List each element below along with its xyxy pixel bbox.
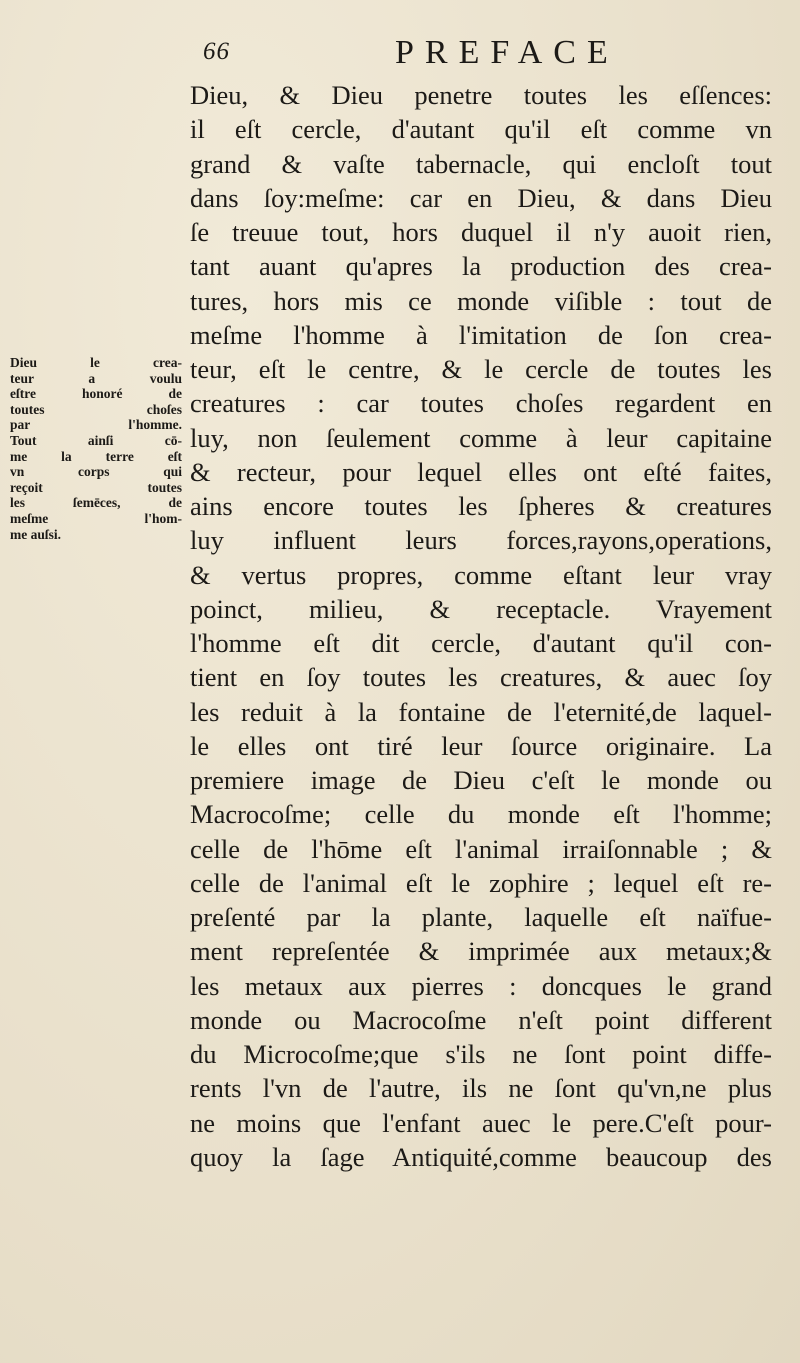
- margin-note-line: Tout ainſi cō-: [10, 432, 182, 448]
- margin-note-line: les ſemēces, de: [10, 495, 182, 511]
- margin-note-line: eſtre honoré de: [10, 386, 182, 402]
- margin-note-line: me auſsi.: [10, 526, 62, 542]
- margin-note: [10, 355, 182, 542]
- body-line: ains encore toutes les ſpheres & creatures: [190, 491, 772, 521]
- body-line: celle de l'hōme eſt l'animal irraiſonnable ; &: [190, 833, 772, 864]
- body-line: le elles ont tiré leur ſource originaire. La: [190, 730, 772, 761]
- body-line: monde ou Macrocoſme n'eſt point different: [190, 1004, 772, 1035]
- margin-note-line: Dieu le crea-: [10, 355, 182, 370]
- body-text: [190, 78, 772, 1174]
- margin-note-line: reçoit toutes: [10, 479, 182, 495]
- body-line: & recteur, pour lequel elles ont eſté faites,: [190, 456, 772, 487]
- body-line: l'homme eſt dit cercle, d'autant qu'il con-: [190, 628, 772, 658]
- margin-note-line: meſme l'hom-: [10, 510, 182, 526]
- body-line: teur, eſt le centre, & le cercle de toutes les: [190, 354, 772, 384]
- body-line: il eſt cercle, d'autant qu'il eſt comme vn: [190, 114, 772, 145]
- body-line: quoy la ſage Antiquité,comme beaucoup des: [190, 1141, 772, 1172]
- body-line: creatures : car toutes choſes regardent en: [190, 388, 772, 419]
- body-line: tant auant qu'apres la production des crea-: [190, 251, 772, 282]
- body-line: meſme l'homme à l'imitation de ſon crea-: [190, 319, 772, 350]
- body-line: poinct, milieu, & receptacle. Vrayement: [190, 593, 772, 624]
- body-line: du Microcoſme;que s'ils ne ſont point diffe-: [190, 1039, 772, 1069]
- body-line: les reduit à la fontaine de l'eternité,de laquel-: [190, 696, 772, 727]
- body-line: & vertus propres, comme eſtant leur vray: [190, 559, 772, 590]
- margin-note-line: par l'homme.: [10, 417, 182, 433]
- body-line: luy influent leurs forces,rayons,operations,: [190, 525, 772, 556]
- body-line: preſenté par la plante, laquelle eſt naïfue-: [190, 902, 772, 932]
- body-line: les metaux aux pierres : doncques le grand: [190, 970, 772, 1001]
- body-line: Macrocoſme; celle du monde eſt l'homme;: [190, 799, 772, 830]
- body-line: grand & vaſte tabernacle, qui encloſt tout: [190, 148, 772, 179]
- body-line: tient en ſoy toutes les creatures, & auec ſoy: [190, 662, 772, 693]
- body-line: luy, non ſeulement comme à leur capitaine: [190, 422, 772, 453]
- page-number: 66: [203, 38, 230, 65]
- body-line: Dieu, & Dieu penetre toutes les eſſences:: [190, 80, 772, 110]
- body-line: dans ſoy:meſme: car en Dieu, & dans Dieu: [190, 182, 772, 213]
- body-line: tures, hors mis ce monde viſible : tout de: [190, 285, 772, 316]
- body-line: celle de l'animal eſt le zophire ; lequel eſt re-: [190, 867, 772, 898]
- body-line: ſe treuue tout, hors duquel il n'y auoit rien,: [190, 217, 772, 247]
- margin-note-line: toutes choſes: [10, 401, 182, 417]
- body-line: ne moins que l'enfant auec le pere.C'eſt pour-: [190, 1107, 772, 1138]
- body-line: premiere image de Dieu c'eſt le monde ou: [190, 765, 772, 795]
- body-line: ment repreſentée & imprimée aux metaux;&: [190, 936, 772, 967]
- running-head: PREFACE: [395, 34, 619, 71]
- margin-note-line: teur a voulu: [10, 370, 182, 386]
- margin-note-line: me la terre eſt: [10, 448, 182, 464]
- margin-note-line: vn corps qui: [10, 464, 182, 480]
- body-line: rents l'vn de l'autre, ils ne ſont qu'vn,ne plus: [190, 1073, 772, 1104]
